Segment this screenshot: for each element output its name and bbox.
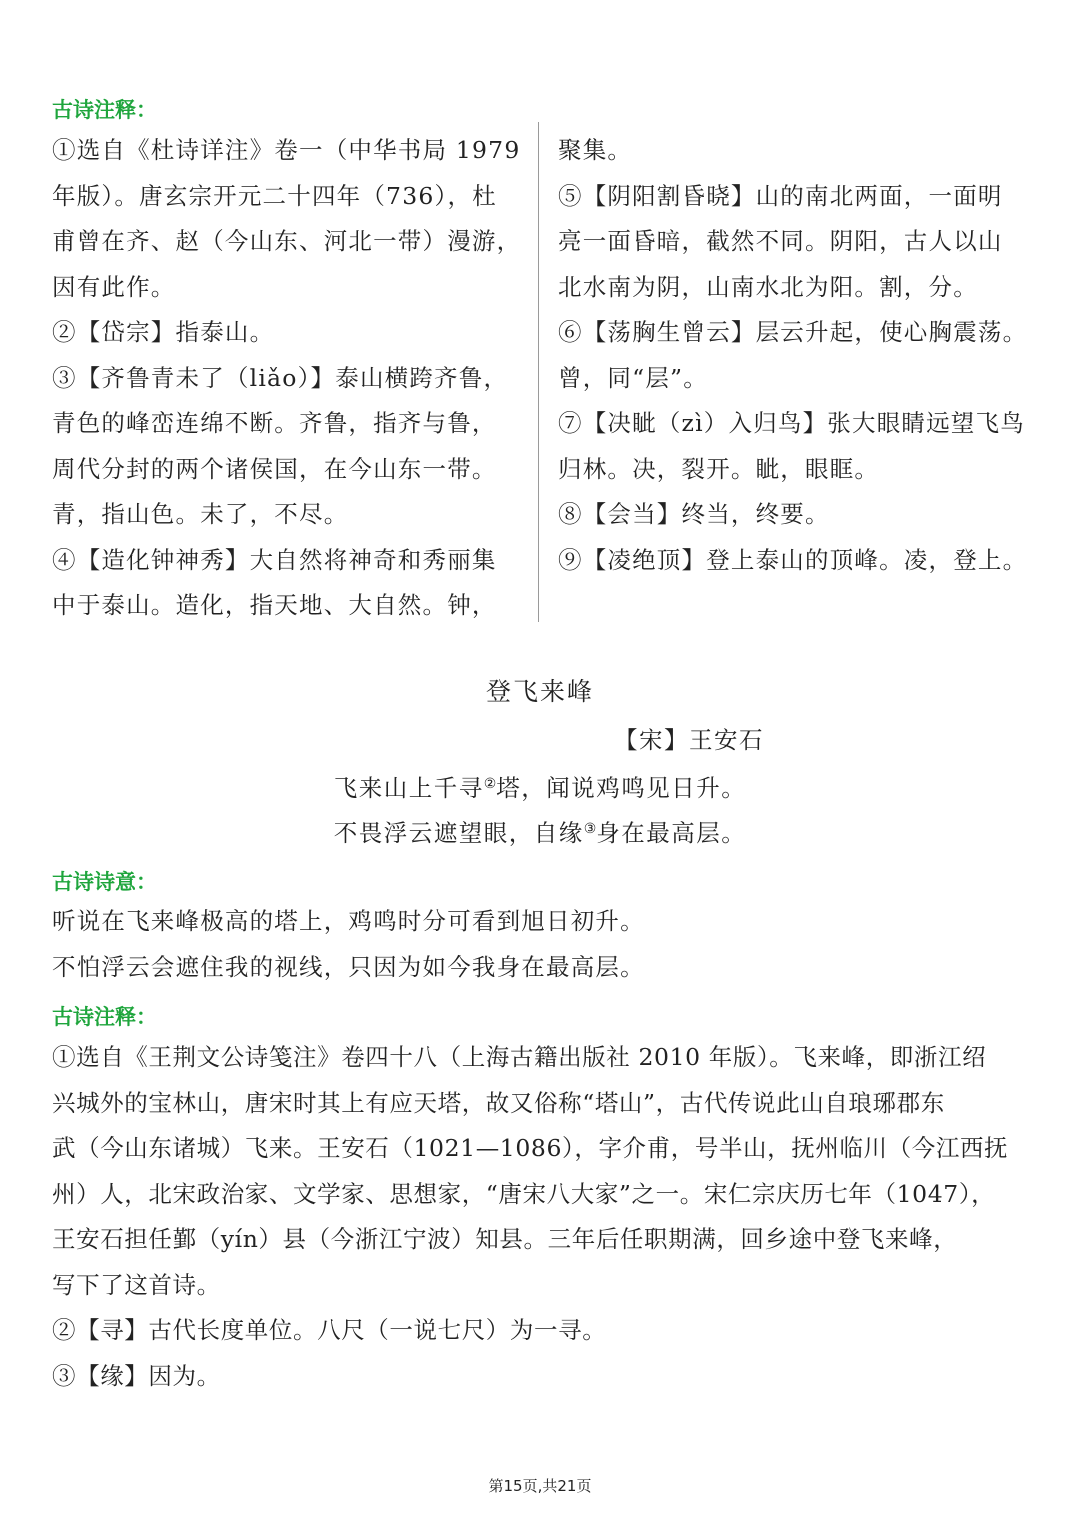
note-line: ⑨【凌绝顶】登上泰山的顶峰。凌，登上。 [558, 545, 1028, 574]
note-line: ⑦【决眦（zì）入归鸟】张大眼睛远望飞鸟 [558, 409, 1025, 437]
meaning-line: 不怕浮云会遮住我的视线，只因为如今我身在最高层。 [52, 952, 645, 981]
meaning-block [52, 899, 1042, 990]
note-line: 青，指山色。未了，不尽。 [52, 500, 349, 528]
notes-heading-1: 古诗注释： [52, 98, 157, 122]
note-line: 王安石担任鄞（yín）县（今浙江宁波）知县。三年后任职期满，回乡途中登飞来峰， [52, 1225, 958, 1253]
note-line: 北水南为阴，山南水北为阳。割，分。 [558, 272, 978, 301]
meaning-heading: 古诗诗意： [52, 870, 157, 894]
poem-line-1-a: 飞来山上千寻 [333, 774, 484, 802]
poem-line-1 [0, 769, 1080, 803]
note-line: 甫曾在齐、赵（今山东、河北一带）漫游， [52, 227, 522, 255]
notes-heading-2: 古诗注释： [52, 1005, 157, 1029]
footnote-marker: ② [483, 776, 497, 792]
meaning-line: 听说在飞来峰极高的塔上，鸡鸣时分可看到旭日初升。 [52, 907, 645, 935]
note-line: 武（今山东诸城）飞来。王安石（1021—1086），字介甫，号半山，抚州临川（今江西抚 [52, 1134, 1009, 1162]
note-line: ⑧【会当】终当，终要。 [558, 500, 830, 528]
note-line: ①选自《王荆文公诗笺注》卷四十八（上海古籍出版社 2010 年版）。飞来峰，即浙江绍 [52, 1043, 987, 1071]
note-line: 亮一面昏暗，截然不同。阴阳，古人以山 [558, 227, 1003, 255]
note-line: 年版）。唐玄宗开元二十四年（736），杜 [52, 181, 497, 210]
note-line: 青色的峰峦连绵不断。齐鲁，指齐与鲁， [52, 409, 497, 437]
note-line: ②【岱宗】指泰山。 [52, 318, 275, 346]
page-number: 第15页,共21页 [488, 1477, 592, 1495]
poem-author: 【宋】王安石 [614, 726, 764, 754]
poem-line-1-b: 塔，闻说鸡鸣见日升。 [496, 774, 747, 802]
poem-line-2-b: 身在最高层。 [596, 819, 747, 847]
note-line: 因有此作。 [52, 272, 176, 301]
notes-left-column [52, 128, 522, 629]
note-line: 兴城外的宝林山，唐宋时其上有应天塔，故又俗称“塔山”，古代传说此山自琅琊郡东 [52, 1088, 945, 1117]
note-line: ①选自《杜诗详注》卷一（中华书局 1979 [52, 136, 521, 164]
poem-line-2 [0, 814, 1080, 848]
note-line: ⑤【阴阳割昏晓】山的南北两面，一面明 [558, 181, 1003, 210]
note-line: 聚集。 [558, 136, 633, 164]
note-line: 归林。决，裂开。眦，眼眶。 [558, 454, 880, 483]
poem-line-2-a: 不畏浮云遮望眼，自缘 [333, 819, 584, 847]
column-divider [538, 122, 539, 622]
note-line: 州）人，北宋政治家、文学家、思想家，“唐宋八大家”之一。宋仁宗庆历七年（1047）， [52, 1179, 996, 1208]
note-line: 曾，同“层”。 [558, 363, 708, 392]
note-line: 写下了这首诗。 [52, 1270, 221, 1299]
note-line: ②【寻】古代长度单位。八尺（一说七尺）为一寻。 [52, 1316, 607, 1344]
note-line: ③【齐鲁青未了（liǎo）】泰山横跨齐鲁， [52, 363, 509, 392]
note-line: ⑥【荡胸生曾云】层云升起，使心胸震荡。 [558, 318, 1028, 346]
poem-title: 登飞来峰 [485, 677, 594, 706]
note-line: ④【造化钟神秀】大自然将神奇和秀丽集 [52, 545, 497, 574]
note-line: 周代分封的两个诸侯国，在今山东一带。 [52, 454, 497, 483]
notes-block-2 [52, 1035, 1042, 1399]
notes-right-column [558, 128, 1040, 583]
note-line: ③【缘】因为。 [52, 1361, 221, 1390]
note-line: 中于泰山。造化，指天地、大自然。钟， [52, 591, 497, 619]
footnote-marker: ③ [583, 821, 597, 837]
